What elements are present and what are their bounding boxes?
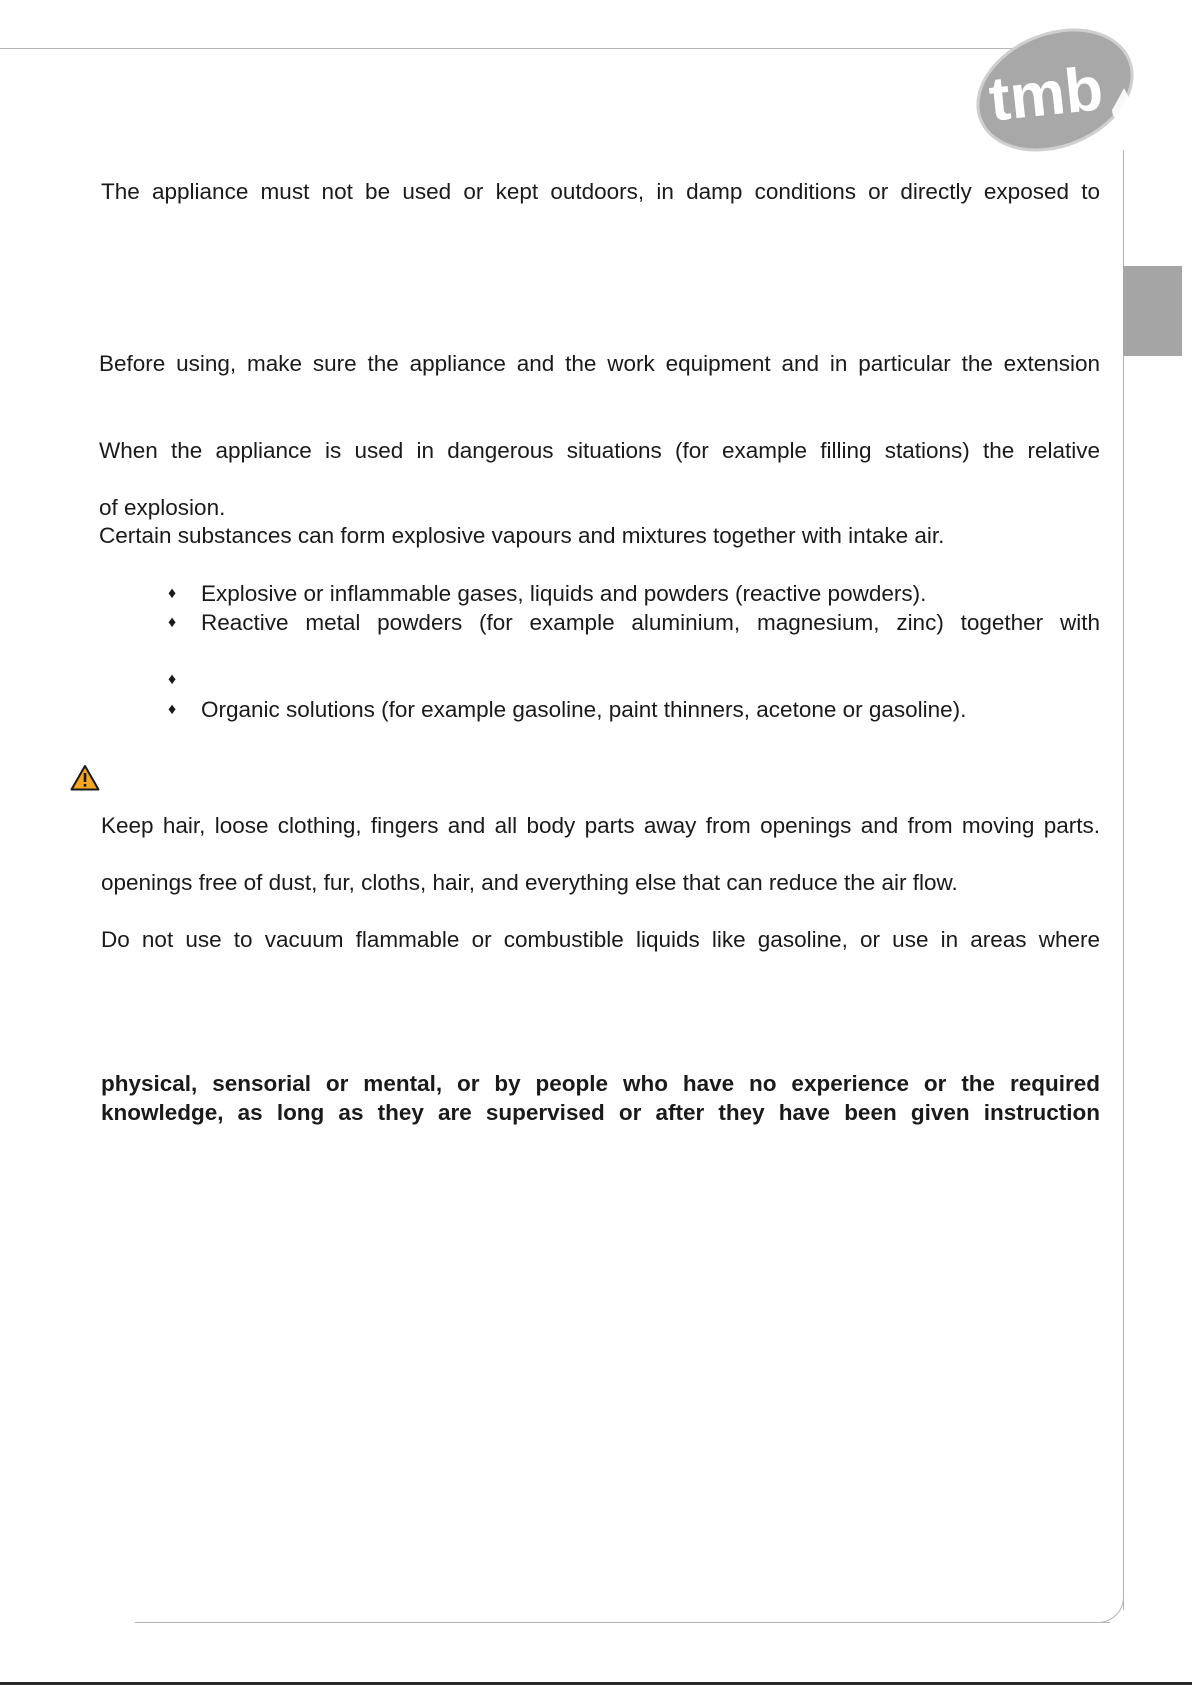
bullet-diamond-icon: ♦ <box>168 585 177 602</box>
warning-line-1: Keep hair, loose clothing, fingers and all body parts away from openings and from moving parts. <box>101 813 1100 838</box>
page-frame-right-rule <box>1123 150 1124 1610</box>
bullet-diamond-icon: ♦ <box>168 701 177 718</box>
warning-triangle-icon <box>70 764 100 792</box>
page-frame-top-rule <box>0 48 1080 49</box>
bullet-item: Reactive metal powders (for example aluminium, magnesium, zinc) together with <box>201 610 1100 635</box>
warning-line-2: openings free of dust, fur, cloths, hair, and everything else that can reduce the air flow. <box>101 870 958 895</box>
warning-line-3: Do not use to vacuum flammable or combustible liquids like gasoline, or use in areas where <box>101 927 1100 952</box>
paragraph-2-line: Before using, make sure the appliance and the work equipment and in particular the extension <box>99 351 1100 376</box>
section-side-tab <box>1123 266 1182 356</box>
bullet-diamond-icon: ♦ <box>168 614 177 631</box>
paragraph-3-line: When the appliance is used in dangerous situations (for example filling stations) the relative <box>99 438 1100 463</box>
tmb-logo <box>975 22 1145 152</box>
paragraph-3-end: of explosion. <box>99 495 226 520</box>
bullet-item: Organic solutions (for example gasoline, paint thinners, acetone or gasoline). <box>201 697 967 722</box>
bold-text-line-1: physical, sensorial or mental, or by people who have no experience or the required <box>101 1071 1100 1096</box>
paragraph-4-line: Certain substances can form explosive vapours and mixtures together with intake air. <box>99 523 945 548</box>
page-frame-corner <box>1095 1582 1124 1623</box>
page-frame-bottom-rule <box>135 1622 1110 1623</box>
bold-text-line-2: knowledge, as long as they are supervised or after they have been given instruction <box>101 1100 1100 1125</box>
svg-text:tmb: tmb <box>985 54 1107 135</box>
bullet-item: Explosive or inflammable gases, liquids and powders (reactive powders). <box>201 581 927 606</box>
bullet-diamond-icon: ♦ <box>168 671 177 688</box>
paragraph-1-line: The appliance must not be used or kept outdoors, in damp conditions or directly exposed to <box>101 179 1100 204</box>
